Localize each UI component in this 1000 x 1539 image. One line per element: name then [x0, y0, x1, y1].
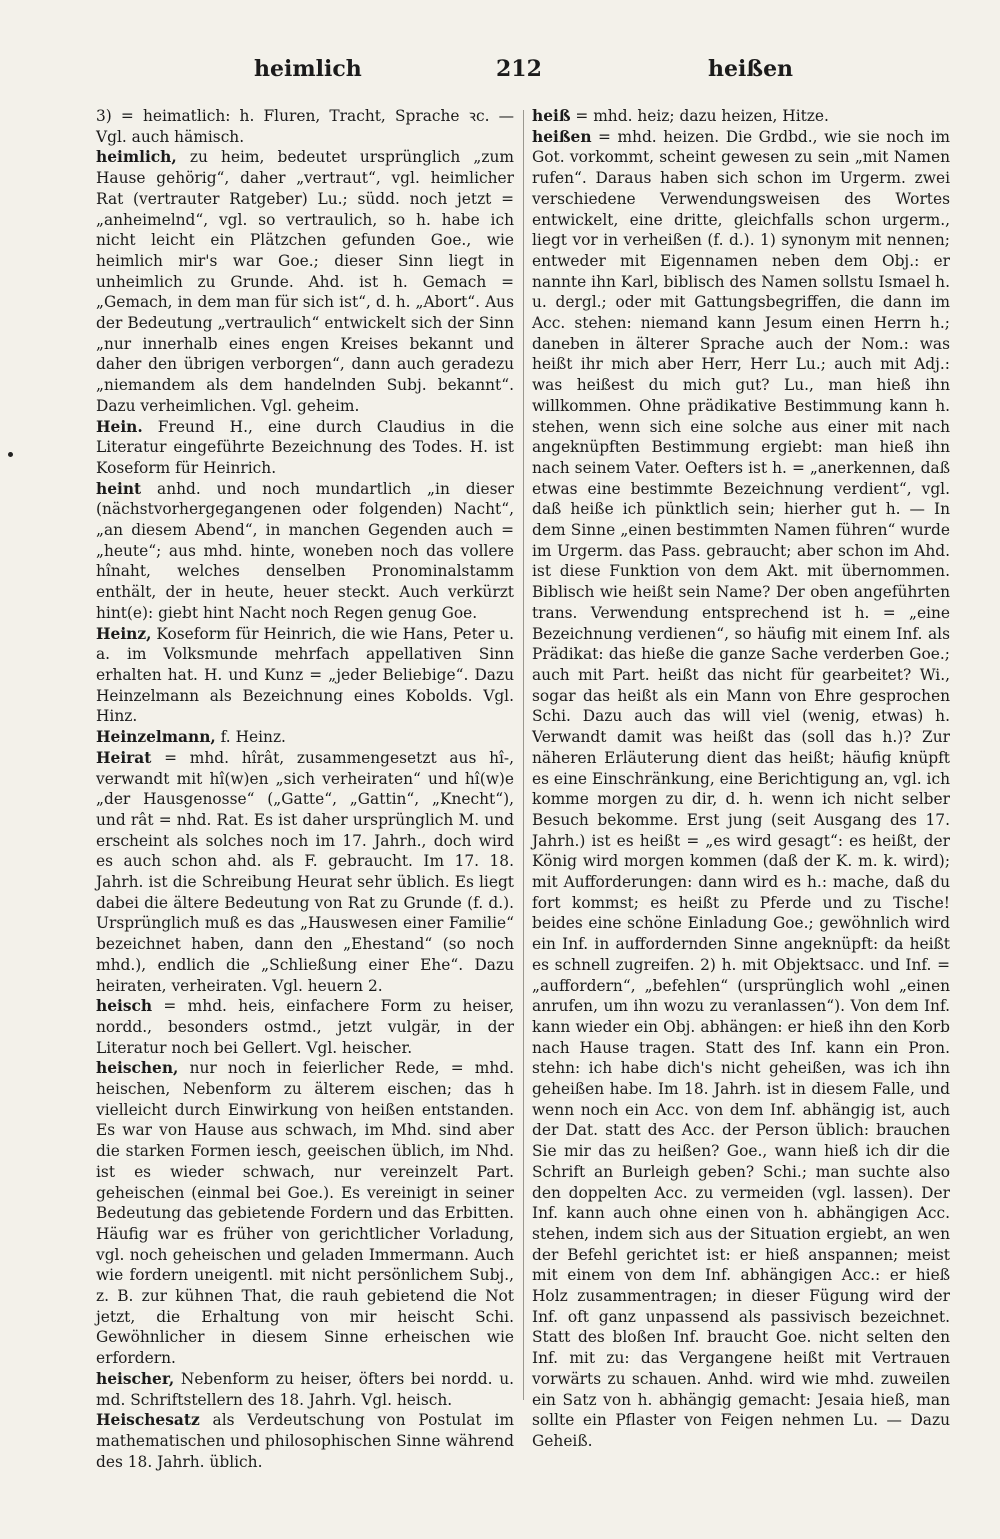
entry-text: zu heim, bedeutet ursprünglich „zum Hause gehörig“, daher „vertraut“, vgl. heimlicher Rat (vertrauter Ratgeber) Lu.; südd. noch jetzt = „anheimelnd“, vgl. so vertraulich, so h. habe ich nicht leicht ein Plätzchen gefunden Goe., wie heimlich mir's war Goe.; dieser Sinn liegt in unheimlich zu Grunde. Ahd. ist h. Gemach = „Gemach, in dem man für sich ist“, d. h. „Abort“. Aus der Bedeutung „vertraulich“ entwickelt sich der Sinn „nur innerhalb eines engen Kreises bekannt und daher den übrigen verborgen“, dann auch geradezu „niemandem als dem handelnden Subj. bekannt“. Dazu verheimlichen. Vgl. geheim.	[96, 148, 514, 415]
left-column	[96, 106, 514, 1472]
dictionary-entry	[96, 1058, 514, 1369]
entry-text: 3) = heimatlich: h. Fluren, Tracht, Sprache ꝛc. — Vgl. auch hämisch.	[96, 107, 514, 146]
entry-text: anhd. und noch mundartlich „in dieser (nächstvorhergegangenen oder folgenden) Nacht“, „an diesem Abend“, in manchen Gegenden auch = „heute“; aus mhd. hinte, woneben noch das vollere hînaht, welches denselben Pronominalstamm enthält, der in heute, heuer steckt. Auch verkürzt hint(e): giebt hint Nacht noch Regen genug Goe.	[96, 479, 514, 622]
entry-text: = mhd. hîrât, zusammengesetzt aus hî-, verwandt mit hî(w)en „sich verheiraten“ und hî(w)e „der Hausgenosse“ („Gatte“, „Gattin“, „Knecht“), und rât = nhd. Rat. Es ist daher ursprünglich M. und erscheint als solches noch im 17. Jahrh., doch wird es auch schon ahd. als F. gebraucht. Im 17. 18. Jahrh. ist die Schreibung Heurat sehr üblich. Es liegt dabei die ältere Bedeutung von Rat zu Grunde (f. d.). Ursprünglich muß es das „Hauswesen einer Familie“ bezeichnet haben, dann den „Ehestand“ (so noch mhd.), endlich die „Schließung einer Ehe“. Dazu heiraten, verheiraten. Vgl. heuern 2.	[96, 748, 514, 995]
entry-headword: Heischesatz	[96, 1411, 200, 1430]
entry-text: nur noch in feierlicher Rede, = mhd. heischen, Nebenform zu älterem eischen; das h vielleicht durch Einwirkung von heißen entstanden. Es war von Hause aus schwach, im Mhd. sind aber die starken Formen iesch, geeischen üblich, im Nhd. ist es wieder schwach, nur vereinzelt Part. geheischen (einmal bei Goe.). Es vereinigt in seiner Bedeutung das gebietende Fordern und das Erbitten. Häufig war es früher von gerichtlicher Vorladung, vgl. noch geheischen und geladen Immermann. Auch wie fordern uneigentl. mit nicht persönlichem Subj., z. B. zur kühnen That, die rauh gebietend die Not jetzt, die Erhaltung von mir heischt Schi. Gewöhnlicher in diesem Sinne erheischen wie erfordern.	[96, 1059, 514, 1368]
entry-text: f. Heinz.	[215, 728, 286, 747]
page-number: 212	[496, 56, 542, 82]
dictionary-entry	[96, 1369, 514, 1410]
entry-text: = mhd. heiz; dazu heizen, Hitze.	[570, 107, 829, 125]
dictionary-entry	[96, 996, 514, 1058]
dictionary-entry	[532, 106, 950, 127]
dictionary-entry	[96, 624, 514, 728]
entry-text: = mhd. heizen. Die Grdbd., wie sie noch im Got. vorkommt, scheint gewesen zu sein „mit Namen rufen“. Daraus haben sich schon im Urgerm. zwei verschiedene Verwendungsweisen des Wortes entwickelt, eine dritte, gleichfalls schon urgerm., liegt vor in verheißen (f. d.). 1) synonym mit nennen; entweder mit Eigennamen neben dem Obj.: er nannte ihn Karl, biblisch des Namen sollstu Ismael h. u. dergl.; oder mit Gattungsbegriffen, die dann im Acc. stehen: niemand kann Jesum einen Herrn h.; daneben in älterer Sprache auch der Nom.: was heißt ihr mich aber Herr, Herr Lu.; auch mit Adj.: was heißest du mich gut? Lu., man hieß ihn willkommen. Ohne prädikative Bestimmung kann h. stehen, wenn sich eine solche aus einer mit nach angeknüpften Bestimmung ergiebt: man hieß ihn nach seinem Vater. Oefters ist h. = „anerkennen, daß etwas eine bestimmte Bezeichnung verdient“, vgl. daß heiße ich pünktlich sein; hierher gut h. — In dem Sinne „einen bestimmten Namen führen“ wurde im Urgerm. das Pass. gebraucht; aber schon im Ahd. ist diese Funktion von dem Akt. mit übernommen. Biblisch wie heißt sein Name? Der oben angeführten trans. Verwendung entsprechend ist h. = „eine Bezeichnung verdienen“, so häufig mit einem Inf. als Prädikat: das hieße die ganze Sache verderben Goe.; auch mit Part. heißt das nicht für gearbeitet? Wi., sogar das heißt als ein Mann von Ehre gesprochen Schi. Dazu auch das will viel (wenig, etwas) h. Verwandt damit was heißt das (soll das h.)? Zur näheren Erläuterung dient das heißt; häufig knüpft es eine Einschränkung, eine Berichtigung an, vgl. ich komme morgen zu dir, d. h. wenn ich nicht selber Besuch bekomme. Erst jung (seit Ausgang des 17. Jahrh.) ist es heißt = „es wird gesagt“: es heißt, der König wird morgen kommen (daß der K. m. k. wird); mit Aufforderungen: dann wird es h.: mache, daß du fort kommst; es heißt zu Pferde und zu Tische! beides eine schöne Einladung Goe.; gewöhnlich wird ein Inf. in auffordernden Sinne angeknüpft: da heißt es schnell zugreifen. 2) h. mit Objektsacc. und Inf. = „auffordern“, „befehlen“ (ursprünglich wohl „einen anrufen, um ihn wozu zu veranlassen“). Von dem Inf. kann wieder ein Obj. abhängen: er hieß ihn den Korb nach Hause tragen. Statt des Inf. kann ein Pron. stehn: ich habe dich's nicht geheißen, was ich ihn geheißen habe. Im 18. Jahrh. ist in diesem Falle, und wenn noch ein Acc. von dem Inf. abhängig ist, auch der Dat. statt des Acc. der Person üblich: brauchen Sie mir das zu heißen? Goe., wann hieß ich dir die Schrift an Burleigh geben? Schi.; man suchte also den doppelten Acc. zu vermeiden (vgl. lassen). Der Inf. kann auch ohne einen von h. abhängigen Acc. stehen, indem sich aus der Situation ergiebt, an wen der Befehl gerichtet ist: er hieß anspannen; meist mit einem von dem Inf. abhängigen Acc.: er hieß Holz zusammentragen; in dieser Fügung wird der Inf. oft ganz unpassend als passivisch bezeichnet. Statt des bloßen Inf. braucht Goe. nicht selten den Inf. mit zu: das Vergangene heißt mit Vertrauen vorwärts zu schauen. Anhd. wird wie mhd. zuweilen ein Satz von h. abhängig gemacht: Jesaia hieß, man sollte ein Pflaster von Feigen nehmen Lu. — Dazu Geheiß.	[532, 127, 950, 1450]
entry-headword: heißen	[532, 127, 592, 146]
dictionary-entry	[96, 727, 514, 748]
entry-headword: heiß	[532, 107, 571, 125]
entry-headword: Heinzelmann,	[96, 728, 216, 747]
running-head	[96, 56, 952, 96]
entry-text: als Verdeutschung von Postulat im mathematischen und philosophischen Sinne während des 18. Jahrh. üblich.	[96, 1411, 514, 1471]
dictionary-entry	[96, 479, 514, 624]
entry-headword: heint	[96, 479, 142, 498]
dictionary-entry	[96, 748, 514, 996]
entry-text: Nebenform zu heiser, öfters bei nordd. u. md. Schriftstellern des 18. Jahrh. Vgl. heisch.	[96, 1369, 514, 1409]
entry-headword: Heinz,	[96, 624, 152, 643]
entry-headword: heimlich,	[96, 148, 177, 167]
entry-text: Koseform für Heinrich, die wie Hans, Peter u. a. im Volksmunde mehrfach appellativen Sinn erhalten hat. H. und Kunz = „jeder Beliebige“. Dazu Heinzelmann als Bezeichnung eines Kobolds. Vgl. Hinz.	[96, 624, 514, 726]
entry-text: = mhd. heis, einfachere Form zu heiser, nordd., besonders ostmd., jetzt vulgär, in der Literatur noch bei Gellert. Vgl. heischer.	[96, 997, 514, 1057]
header-right-catchword: heißen	[708, 56, 794, 82]
column-divider	[523, 110, 524, 1400]
entry-headword: heischen,	[96, 1059, 179, 1078]
dictionary-entry	[96, 417, 514, 479]
dictionary-entry	[96, 1410, 514, 1472]
entry-headword: Heirat	[96, 748, 152, 767]
right-column	[532, 106, 950, 1452]
entry-headword: heisch	[96, 997, 153, 1016]
entry-headword: Hein.	[96, 417, 143, 436]
dictionary-entry	[532, 127, 950, 1452]
header-left-catchword: heimlich	[254, 56, 362, 82]
entry-headword: heischer,	[96, 1369, 175, 1388]
margin-mark	[8, 452, 13, 457]
entry-text: Freund H., eine durch Claudius in die Literatur eingeführte Bezeichnung des Todes. H. ist Koseform für Heinrich.	[96, 417, 514, 477]
dictionary-entry	[96, 147, 514, 416]
dictionary-entry	[96, 106, 514, 147]
